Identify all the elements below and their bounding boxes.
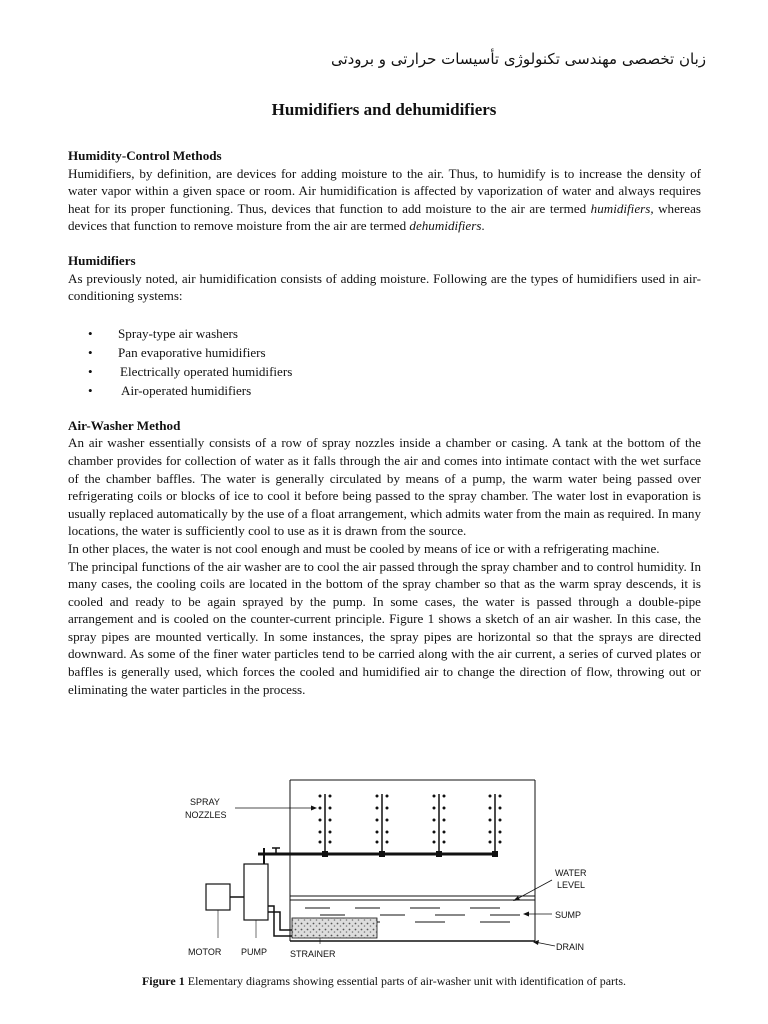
section-heading-humidifiers: Humidifiers (68, 252, 136, 268)
list-item: • Pan evaporative humidifiers (68, 343, 701, 362)
page-title: Humidifiers and dehumidifiers (271, 100, 497, 119)
emphasis-humidifiers: humidifiers, (590, 200, 654, 216)
label-drain: DRAIN (556, 942, 585, 952)
spray-header-pipe (258, 848, 495, 866)
list-item: • Spray-type air washers (68, 324, 701, 343)
spray-riser (489, 794, 502, 857)
label-water: WATER (555, 868, 587, 878)
persian-course-header: زبان تخصصی مهندسی تکنولوژی تأسیسات حرارتی و برودتی (330, 50, 706, 68)
paragraph-humidifiers: As previously noted, air humidification consists of adding moisture. Following are the types of humidifiers used in air-conditioning systems: (68, 270, 701, 304)
document-body (68, 147, 701, 698)
section-heading-air-washer: Air-Washer Method (68, 417, 181, 433)
label-pump: PUMP (241, 947, 268, 957)
label-strainer: STRAINER (290, 949, 336, 959)
paragraph-humidity-control (68, 165, 701, 235)
air-washer-diagram (180, 778, 600, 963)
label-motor: MOTOR (188, 947, 222, 957)
text-run: Humidifiers, by definition, are devices for adding moisture to the air. Thus, to humidify is to increase the density of water vapor within a given space or room. Air humidification is affected by vaporization of water and always requires heat for its proper functioning. Thus, devices that function to add moisture to the air are termed (68, 165, 701, 216)
paragraph-air-washer-1: An air washer essentially consists of a row of spray nozzles inside a chamber or casing. A tank at the bottom of the chamber provides for collection of water as it falls through the air and comes into intimate contact with the wet surface of the chamber baffles. The water is generally circulated by means of a pump, the warm water being passed over refrigerating coils or blocks of ice to cool it before being passed to the spray chamber. The water lost in evaporation is usually replaced automatically by the use of a float arrangement, which admits water from the main as required. In many locations, the water is sufficiently cool to use as it is drawn from the source. (68, 435, 702, 539)
emphasis-dehumidifiers: dehumidifiers (409, 218, 482, 234)
spray-riser (433, 794, 446, 857)
list-item: • Electrically operated humidifiers (68, 362, 701, 381)
pump-assembly (206, 864, 292, 936)
text-run: whereas devices that function to remove moisture from the air are termed (68, 200, 701, 234)
figure-caption (0, 974, 768, 989)
section-heading-humidity-control: Humidity-Control Methods (68, 148, 222, 163)
text-run: . (481, 218, 485, 234)
humidifier-types-list (68, 324, 701, 400)
label-sump: SUMP (555, 910, 582, 920)
motor-body (206, 884, 230, 910)
paragraph-air-washer-2: In other places, the water is not cool enough and must be cooled by means of ice or with a refrigerating machine. (68, 540, 660, 556)
air-washer-diagram-svg (180, 778, 600, 963)
spray-riser (319, 794, 332, 857)
strainer-gravel (292, 918, 377, 938)
figure-caption-text: Elementary diagrams showing essential parts of air-washer unit with identification of parts. (184, 974, 627, 988)
spray-nozzle-risers (319, 794, 502, 857)
spray-riser (376, 794, 389, 857)
label-level: LEVEL (557, 880, 586, 890)
pump-body (244, 864, 268, 920)
spray-chamber (290, 780, 535, 941)
label-spray: SPRAY (190, 797, 220, 807)
sump-tank (290, 896, 535, 938)
paragraph-air-washer-3: The principal functions of the air washer are to cool the air passed through the spray chamber and to control humidity. In many cases, the cooling coils are located in the bottom of the spray chamber so that as the warm spray descends, it is cooled and ready to be again sprayed by the pump. In some cases, the water is passed through a double-pipe arrangement and is cooled on the counter-current principle. Figure 1 shows a sketch of an air washer. In this case, the spray pipes are mounted vertically. In some instances, the spray pipes are horizontal so that the sprays are directed downward. As some of the finer water particles tend to be carried along with the air current, a series of curved plates or baffles is generally used, which forces the cooled and humidified air to change the direction of flow, throwing out or eliminating the water particles in the process. (68, 558, 701, 697)
figure-caption-label: Figure 1 (141, 974, 185, 988)
list-item: • Air-operated humidifiers (68, 381, 701, 400)
label-nozzles: NOZZLES (185, 810, 227, 820)
